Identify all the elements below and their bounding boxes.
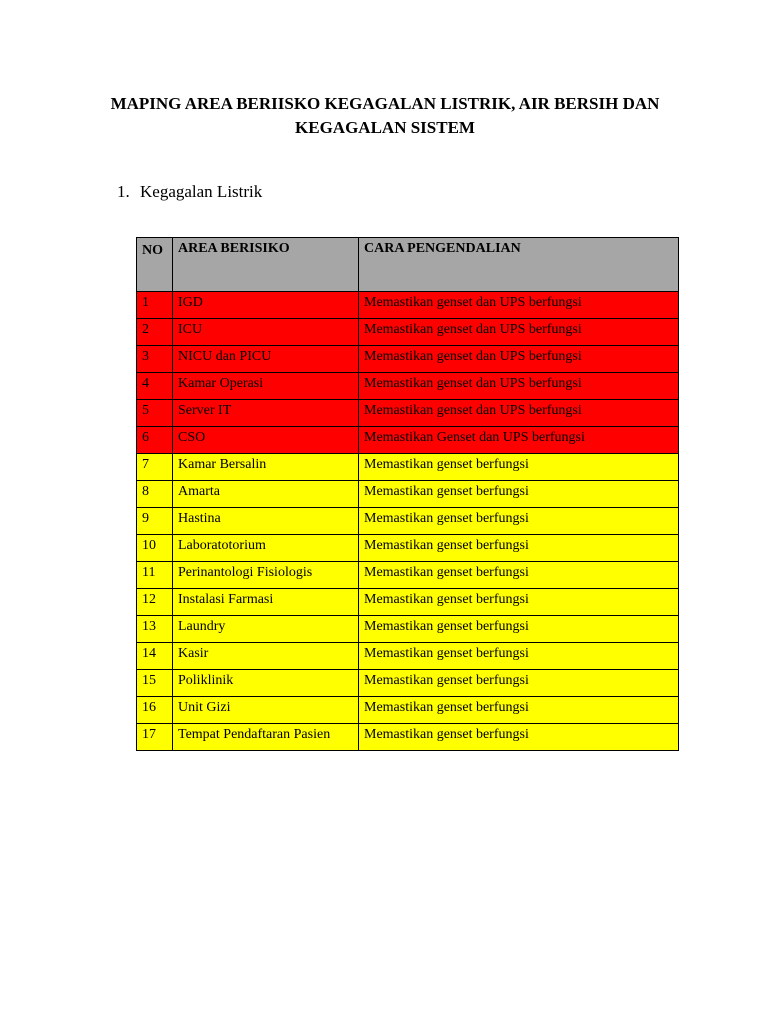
cell-no: 2 — [137, 319, 173, 346]
cell-control: Memastikan genset berfungsi — [359, 562, 679, 589]
document-title — [60, 92, 710, 140]
cell-control: Memastikan genset berfungsi — [359, 589, 679, 616]
cell-control: Memastikan genset berfungsi — [359, 697, 679, 724]
cell-control: Memastikan genset dan UPS berfungsi — [359, 319, 679, 346]
cell-control: Memastikan genset berfungsi — [359, 535, 679, 562]
cell-area: ICU — [173, 319, 359, 346]
column-header-no: NO — [137, 238, 173, 292]
table-row — [137, 616, 679, 643]
column-header-area: AREA BERISIKO — [173, 238, 359, 292]
cell-area: Laundry — [173, 616, 359, 643]
cell-control: Memastikan genset dan UPS berfungsi — [359, 400, 679, 427]
table-row — [137, 373, 679, 400]
cell-control: Memastikan Genset dan UPS berfungsi — [359, 427, 679, 454]
table-row — [137, 508, 679, 535]
cell-no: 12 — [137, 589, 173, 616]
cell-area: Instalasi Farmasi — [173, 589, 359, 616]
cell-control: Memastikan genset berfungsi — [359, 724, 679, 751]
table-row — [137, 643, 679, 670]
table-row — [137, 697, 679, 724]
cell-no: 13 — [137, 616, 173, 643]
cell-area: Kamar Operasi — [173, 373, 359, 400]
cell-no: 5 — [137, 400, 173, 427]
cell-control: Memastikan genset berfungsi — [359, 508, 679, 535]
cell-area: CSO — [173, 427, 359, 454]
table-row — [137, 319, 679, 346]
cell-no: 7 — [137, 454, 173, 481]
cell-area: IGD — [173, 292, 359, 319]
cell-area: Tempat Pendaftaran Pasien — [173, 724, 359, 751]
cell-no: 10 — [137, 535, 173, 562]
cell-area: Server IT — [173, 400, 359, 427]
cell-no: 3 — [137, 346, 173, 373]
cell-area: Kamar Bersalin — [173, 454, 359, 481]
table-row — [137, 427, 679, 454]
cell-no: 6 — [137, 427, 173, 454]
table-row — [137, 562, 679, 589]
cell-control: Memastikan genset berfungsi — [359, 643, 679, 670]
table-row — [137, 724, 679, 751]
risk-area-table — [136, 237, 679, 751]
table-row — [137, 670, 679, 697]
cell-area: Kasir — [173, 643, 359, 670]
cell-no: 11 — [137, 562, 173, 589]
cell-no: 14 — [137, 643, 173, 670]
cell-control: Memastikan genset dan UPS berfungsi — [359, 373, 679, 400]
cell-control: Memastikan genset dan UPS berfungsi — [359, 346, 679, 373]
cell-control: Memastikan genset berfungsi — [359, 454, 679, 481]
table-row — [137, 481, 679, 508]
table-row — [137, 589, 679, 616]
cell-control: Memastikan genset berfungsi — [359, 670, 679, 697]
cell-no: 1 — [137, 292, 173, 319]
cell-no: 4 — [137, 373, 173, 400]
cell-area: NICU dan PICU — [173, 346, 359, 373]
section-heading — [117, 181, 262, 203]
document-title-line-2: KEGAGALAN SISTEM — [295, 118, 475, 137]
table-body — [137, 292, 679, 751]
cell-no: 8 — [137, 481, 173, 508]
table-row — [137, 400, 679, 427]
cell-no: 9 — [137, 508, 173, 535]
section-heading-text: Kegagalan Listrik — [140, 182, 263, 201]
cell-no: 16 — [137, 697, 173, 724]
cell-no: 15 — [137, 670, 173, 697]
section-number: 1. — [117, 182, 130, 201]
table-row — [137, 346, 679, 373]
cell-area: Perinantologi Fisiologis — [173, 562, 359, 589]
cell-area: Unit Gizi — [173, 697, 359, 724]
cell-area: Poliklinik — [173, 670, 359, 697]
table-row — [137, 292, 679, 319]
table-header-row — [137, 238, 679, 292]
cell-area: Amarta — [173, 481, 359, 508]
table-row — [137, 535, 679, 562]
cell-area: Hastina — [173, 508, 359, 535]
cell-no: 17 — [137, 724, 173, 751]
cell-control: Memastikan genset berfungsi — [359, 481, 679, 508]
cell-control: Memastikan genset dan UPS berfungsi — [359, 292, 679, 319]
cell-control: Memastikan genset berfungsi — [359, 616, 679, 643]
column-header-control: CARA PENGENDALIAN — [359, 238, 679, 292]
document-title-line-1: MAPING AREA BERIISKO KEGAGALAN LISTRIK, AIR BERSIH DAN — [110, 94, 660, 113]
cell-area: Laboratotorium — [173, 535, 359, 562]
table-row — [137, 454, 679, 481]
